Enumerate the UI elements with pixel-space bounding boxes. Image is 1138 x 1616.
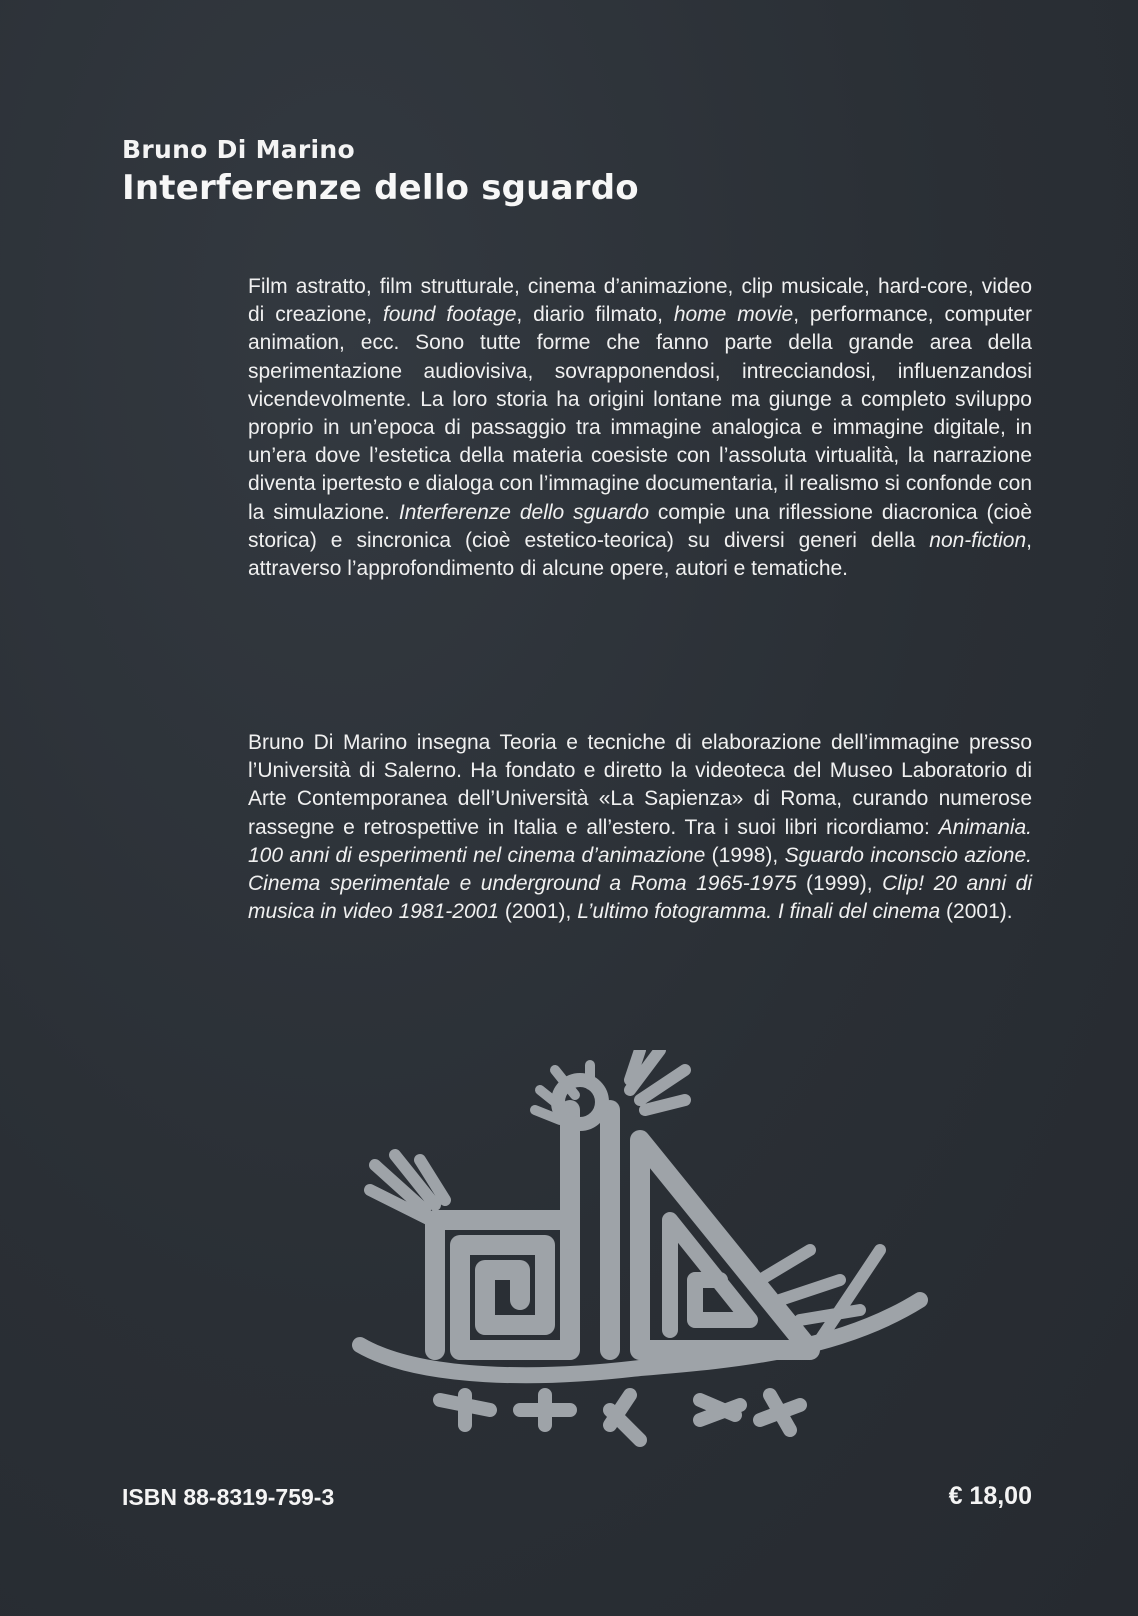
author-bio-paragraph xyxy=(248,729,1032,926)
synopsis-text xyxy=(248,273,1032,583)
italic-text-segment: home movie xyxy=(673,303,794,327)
header xyxy=(122,134,639,210)
author-bio-text xyxy=(248,729,1032,926)
italic-text-segment: found footage xyxy=(382,303,517,327)
italic-text-segment: Clip! 20 anni di musica in video 1981-2001 xyxy=(248,872,1032,924)
text-segment: compie una riflessione diacronica (cioè storica) e sincronica (cioè estetico-teorica) su diversi generi della xyxy=(248,500,1033,552)
italic-text-segment: Interferenze dello sguardo xyxy=(398,500,649,524)
text-segment: Bruno Di Marino insegna Teoria e tecniche di elaborazione dell’immagine presso l’Università di Salerno. Ha fondato e diretto la videoteca del Museo Laboratorio di Arte Contemporanea dell’Università «La Sapienza» di Roma, curando numerose rassegne e retrospettive in Italia e all’estero. Tra i suoi libri ricordiamo: xyxy=(248,731,1032,839)
text-segment: , diario filmato, xyxy=(516,303,674,327)
text-segment: (2001), xyxy=(499,900,578,924)
italic-text-segment: Animania. 100 anni di esperimenti nel cinema d’animazione xyxy=(248,815,1032,867)
author-name: Bruno Di Marino xyxy=(122,135,356,164)
text-segment: , performance, computer animation, ecc. Sono tutte forme che fanno parte della grande area della sperimentazione audiovisiva, sovrapponendosi, intrecciandosi, influenzandosi vicendevolmente. La loro storia ha origini lontane ma giunge a completo sviluppo proprio in un’epoca di passaggio tra immagine analogica e immagine digitale, in un’era dove l’estetica della materia coesiste con l’assoluta virtualità, la narrazione diventa ipertesto e dialoga con l’immagine documentaria, il realismo si confonde con la simulazione. xyxy=(248,303,1033,524)
price-label: € 18,00 xyxy=(948,1482,1032,1510)
isbn-number: ISBN 88-8319-759-3 xyxy=(122,1484,335,1510)
italic-text-segment: L’ultimo fotogramma. I finali del cinema xyxy=(577,900,941,924)
text-segment: Film astratto, film strutturale, cinema d’animazione, clip musicale, hard-core, video di creazione, xyxy=(248,275,1032,327)
italic-text-segment: non-fiction xyxy=(929,528,1027,552)
rock-carving-illustration-icon xyxy=(340,1050,940,1470)
text-segment: (1999), xyxy=(796,872,883,896)
italic-text-segment: Sguardo inconscio azione. Cinema sperimentale e underground a Roma 1965-1975 xyxy=(248,843,1032,896)
text-segment: (2001). xyxy=(940,900,1013,924)
synopsis-paragraph xyxy=(248,273,1032,583)
text-segment: , attraverso l’approfondimento di alcune opere, autori e tematiche. xyxy=(248,528,1032,581)
text-segment: (1998), xyxy=(705,843,785,867)
book-title: Interferenze dello sguardo xyxy=(122,168,639,208)
